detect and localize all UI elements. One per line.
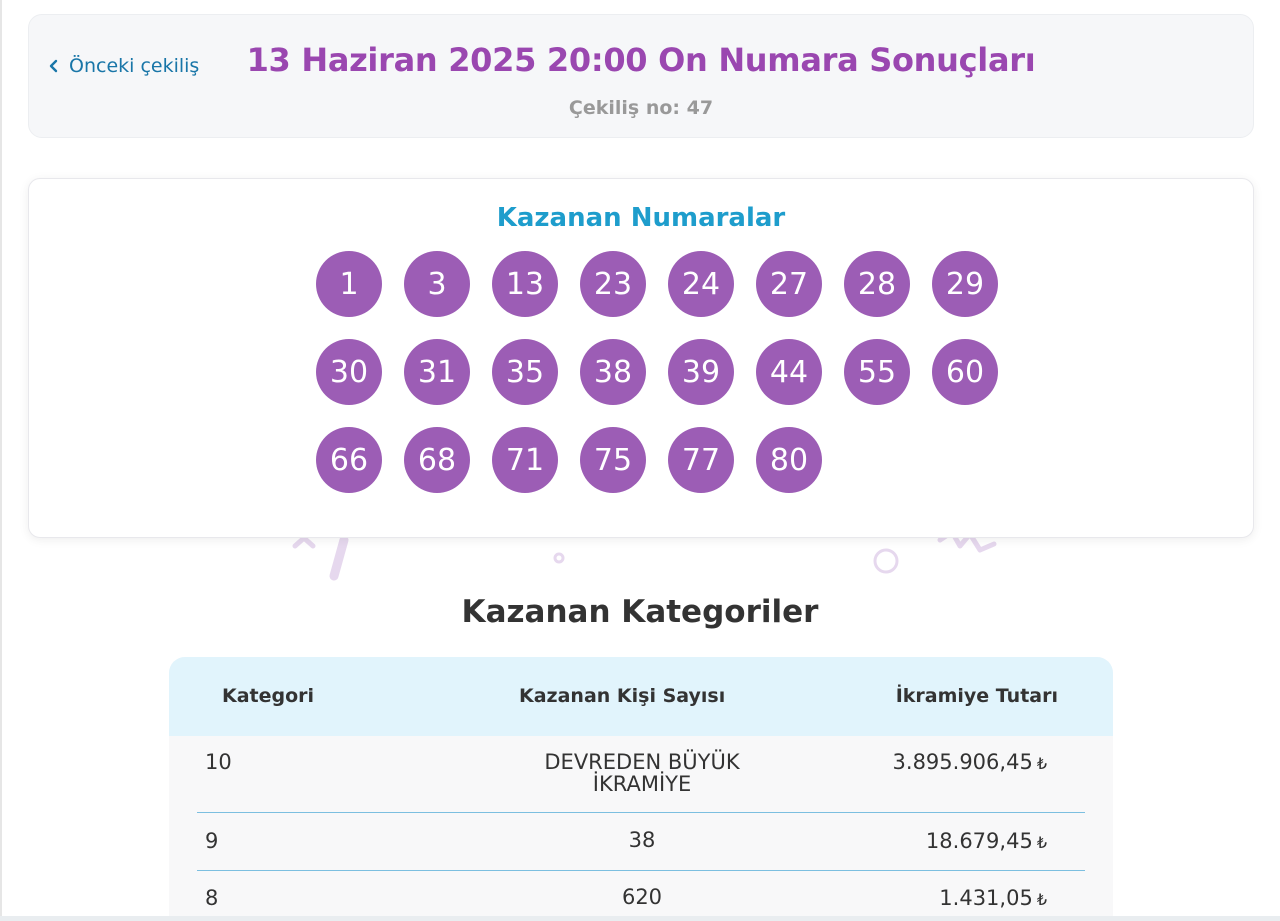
number-ball: 1 bbox=[316, 251, 382, 317]
page-title: 13 Haziran 2025 20:00 On Numara Sonuçları bbox=[246, 41, 1036, 79]
number-balls-grid bbox=[316, 251, 1016, 493]
page-bottom-edge bbox=[0, 916, 1280, 921]
number-ball: 66 bbox=[316, 427, 382, 493]
number-ball: 71 bbox=[492, 427, 558, 493]
number-ball: 23 bbox=[580, 251, 646, 317]
column-header-category: Kategori bbox=[222, 685, 315, 707]
number-ball: 77 bbox=[668, 427, 734, 493]
number-ball: 38 bbox=[580, 339, 646, 405]
row-prize bbox=[939, 886, 1047, 910]
number-ball: 31 bbox=[404, 339, 470, 405]
row-prize bbox=[893, 750, 1047, 774]
lira-icon: ₺ bbox=[1036, 833, 1047, 852]
number-ball: 27 bbox=[756, 251, 822, 317]
table-row bbox=[197, 871, 1085, 921]
table-header bbox=[169, 657, 1113, 736]
number-ball: 44 bbox=[756, 339, 822, 405]
lira-icon: ₺ bbox=[1036, 890, 1047, 909]
winning-categories-table bbox=[169, 657, 1113, 921]
number-ball: 60 bbox=[932, 339, 998, 405]
row-winners: 38 bbox=[628, 828, 656, 852]
number-ball: 68 bbox=[404, 427, 470, 493]
table-row bbox=[197, 736, 1085, 813]
row-category: 10 bbox=[205, 750, 232, 774]
number-ball: 39 bbox=[668, 339, 734, 405]
row-prize bbox=[926, 829, 1047, 853]
row-winners: DEVREDEN BÜYÜK İKRAMİYE bbox=[544, 750, 740, 796]
winning-numbers-title: Kazanan Numaralar bbox=[496, 203, 786, 233]
number-ball: 3 bbox=[404, 251, 470, 317]
draw-header bbox=[28, 14, 1254, 138]
winning-categories-title: Kazanan Kategoriler bbox=[461, 594, 819, 630]
row-winners: 620 bbox=[621, 885, 663, 909]
number-ball: 80 bbox=[756, 427, 822, 493]
prize-amount: 1.431,05 bbox=[939, 886, 1033, 910]
number-ball: 75 bbox=[580, 427, 646, 493]
number-ball: 55 bbox=[844, 339, 910, 405]
number-ball: 28 bbox=[844, 251, 910, 317]
page-edge bbox=[0, 0, 2, 921]
prize-amount: 18.679,45 bbox=[925, 829, 1033, 853]
prize-amount: 3.895.906,45 bbox=[892, 750, 1033, 774]
previous-draw-label: Önceki çekiliş bbox=[69, 55, 200, 77]
lira-icon: ₺ bbox=[1036, 754, 1047, 773]
column-header-prize: İkramiye Tutarı bbox=[895, 685, 1058, 707]
number-ball: 24 bbox=[668, 251, 734, 317]
winning-numbers-card bbox=[28, 178, 1254, 538]
table-row bbox=[197, 813, 1085, 871]
row-category: 8 bbox=[205, 886, 219, 910]
draw-number: Çekiliş no: 47 bbox=[568, 97, 714, 119]
number-ball: 30 bbox=[316, 339, 382, 405]
number-ball: 29 bbox=[932, 251, 998, 317]
row-category: 9 bbox=[205, 829, 219, 853]
number-ball: 13 bbox=[492, 251, 558, 317]
column-header-winners: Kazanan Kişi Sayısı bbox=[519, 685, 726, 707]
number-ball: 35 bbox=[492, 339, 558, 405]
